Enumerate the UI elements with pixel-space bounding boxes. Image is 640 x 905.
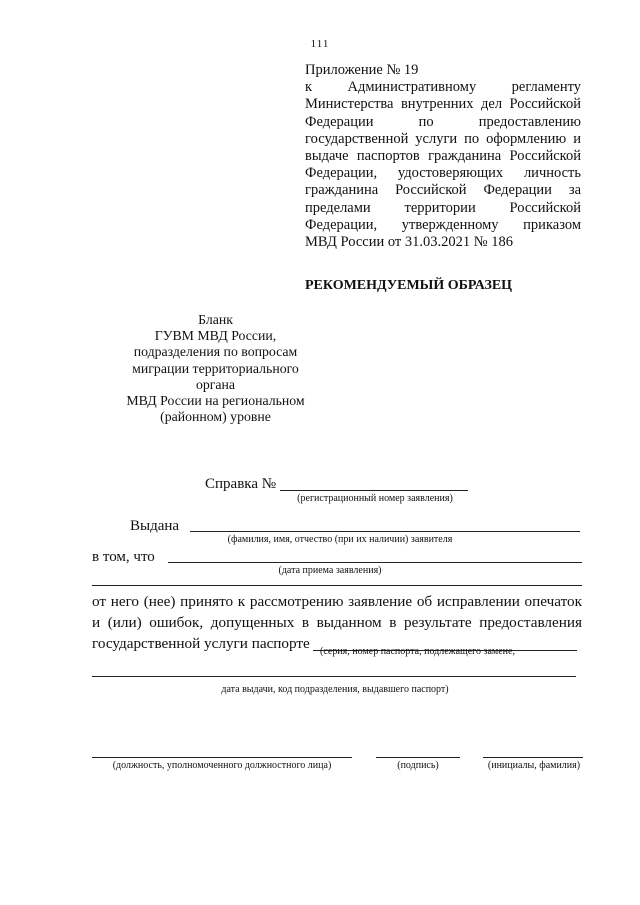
appendix-line: пределами территории Российской bbox=[305, 199, 581, 216]
applicant-name-field[interactable] bbox=[190, 531, 580, 532]
signature-field[interactable] bbox=[376, 757, 460, 758]
appendix-line: Федерации по предоставлению bbox=[305, 113, 581, 130]
blank-header-line: миграции территориального органа bbox=[132, 360, 299, 392]
issued-caption: (фамилия, имя, отчество (при их наличии) заявителя bbox=[227, 534, 453, 545]
blank-header-line: подразделения по вопросам bbox=[133, 344, 298, 360]
blank-header-line: МВД России на региональном bbox=[126, 393, 305, 409]
body-paragraph bbox=[92, 591, 582, 654]
position-field[interactable] bbox=[92, 757, 352, 758]
appendix-line: государственной услуги по оформлению и bbox=[305, 130, 581, 147]
issued-label: Выдана bbox=[130, 518, 180, 534]
body-line: от него (нее) принято к рассмотрению заявление об исправлении опечаток bbox=[92, 593, 582, 610]
blank-header bbox=[113, 312, 318, 425]
body-caption-2: дата выдачи, код подразделения, выдавшего паспорт) bbox=[221, 684, 449, 695]
recommended-sample-heading: РЕКОМЕНДУЕМЫЙ ОБРАЗЕЦ bbox=[305, 278, 513, 293]
certificate-caption: (регистрационный номер заявления) bbox=[297, 493, 453, 504]
blank-header-line: ГУВМ МВД России, bbox=[154, 328, 277, 344]
passport-field-continued[interactable] bbox=[92, 676, 576, 677]
signature-caption: (подпись) bbox=[397, 760, 439, 771]
appendix-line: МВД России от 31.03.2021 № 186 bbox=[305, 234, 513, 251]
application-date-field[interactable] bbox=[168, 562, 582, 563]
body-line: государственной услуги паспорте bbox=[92, 635, 310, 652]
page-number: 111 bbox=[310, 38, 330, 50]
appendix-block bbox=[305, 62, 581, 251]
appendix-line: к Административному регламенту bbox=[305, 79, 581, 96]
that-label: в том, что bbox=[92, 549, 155, 565]
separator-line bbox=[92, 585, 582, 586]
position-caption: (должность, уполномоченного должностного лица) bbox=[112, 760, 332, 771]
certificate-number-field[interactable] bbox=[280, 490, 468, 491]
blank-header-line: (районном) уровне bbox=[160, 409, 271, 425]
appendix-line: Федерации, утвержденному приказом bbox=[305, 216, 581, 233]
certificate-label: Справка № bbox=[205, 476, 277, 492]
that-caption: (дата приема заявления) bbox=[278, 565, 382, 576]
appendix-title: Приложение № 19 bbox=[305, 62, 419, 78]
blank-header-line: Бланк bbox=[198, 312, 233, 327]
initials-caption: (инициалы, фамилия) bbox=[487, 760, 581, 771]
body-caption-1: (серия, номер паспорта, подлежащего замене, bbox=[320, 646, 515, 657]
body-line: и (или) ошибок, допущенных в выданном в результате предоставления bbox=[92, 614, 582, 631]
appendix-line: гражданина Российской Федерации за bbox=[305, 182, 581, 199]
appendix-line: выдаче паспортов гражданина Российской bbox=[305, 148, 581, 165]
appendix-line: Министерства внутренних дел Российской bbox=[305, 96, 581, 113]
initials-field[interactable] bbox=[483, 757, 583, 758]
appendix-line: Федерации, удостоверяющих личность bbox=[305, 165, 581, 182]
